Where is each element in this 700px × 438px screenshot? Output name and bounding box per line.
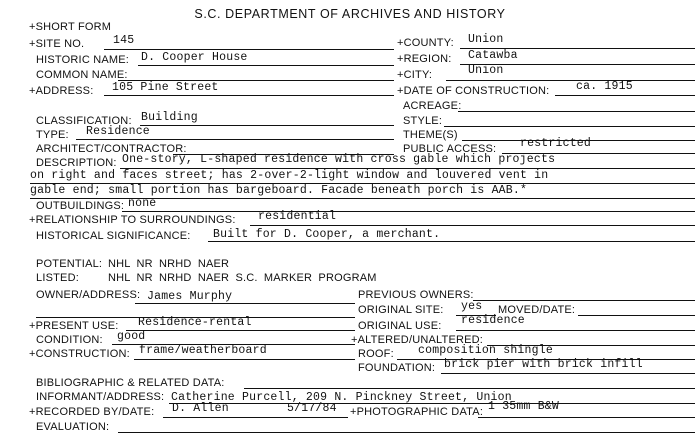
form-title: S.C. DEPARTMENT OF ARCHIVES AND HISTORY [194, 7, 506, 21]
altered-label: +ALTERED/UNALTERED: [351, 334, 484, 346]
style-line [444, 126, 695, 127]
historic-name-value: D. Cooper House [141, 51, 248, 64]
potential-options: NHL NR NRHD NAER [108, 258, 230, 270]
region-label: +REGION: [397, 53, 452, 65]
recorded-by-line [163, 417, 348, 418]
evaluation-label: EVALUATION: [36, 421, 110, 433]
common-name-label: COMMON NAME: [36, 69, 128, 81]
foundation-value: brick pier with brick infill [444, 358, 643, 371]
moved-date-label: MOVED/DATE: [498, 304, 576, 316]
site-no-label: +SITE NO. [29, 38, 85, 50]
historical-significance-line [208, 241, 695, 242]
photographic-data-value: 1 35mm B&W [488, 400, 560, 413]
classification-line [140, 125, 394, 126]
historic-name-line [138, 65, 394, 66]
county-label: +COUNTY: [397, 37, 454, 49]
present-use-line [126, 330, 355, 331]
condition-value: good [117, 330, 146, 343]
themes-label: THEME(S) [403, 129, 458, 141]
date-of-construction-line [555, 95, 695, 96]
historical-significance-value: Built for D. Cooper, a merchant. [213, 228, 441, 241]
listed-label: LISTED: [36, 272, 79, 284]
city-label: +CITY: [397, 69, 433, 81]
classification-value: Building [141, 111, 198, 124]
recorded-date-value: 5/17/84 [287, 402, 337, 415]
evaluation-line [118, 432, 695, 433]
public-access-label: PUBLIC ACCESS: [403, 143, 497, 155]
informant-line [169, 403, 695, 404]
acreage-label: ACREAGE: [403, 100, 462, 112]
original-use-label: ORIGINAL USE: [358, 320, 442, 332]
original-site-label: ORIGINAL SITE: [358, 304, 444, 316]
photographic-data-label: +PHOTOGRAPHIC DATA: [350, 406, 484, 418]
type-value: Residence [86, 125, 150, 138]
recorded-by-label: +RECORDED BY/DATE: [29, 406, 155, 418]
outbuildings-value: none [128, 197, 157, 210]
type-line [76, 139, 394, 140]
description-label: DESCRIPTION: [36, 157, 117, 169]
roof-label: ROOF: [358, 348, 394, 360]
address-value: 105 Pine Street [112, 81, 219, 94]
description-line-1: One-story, L-shaped residence with cross gable which projects [122, 153, 556, 166]
county-value: Union [468, 33, 504, 46]
construction-value: frame/weatherboard [139, 344, 267, 357]
city-line [446, 80, 695, 81]
bibliographic-line [244, 388, 695, 389]
roof-value: composition shingle [418, 344, 553, 357]
short-form-label: +SHORT FORM [29, 21, 112, 33]
construction-label: +CONSTRUCTION: [29, 348, 130, 360]
style-label: STYLE: [403, 115, 443, 127]
public-access-value: restricted [520, 137, 592, 150]
potential-label: POTENTIAL: [36, 258, 103, 270]
listed-options: NHL NR NRHD NAER S.C. MARKER PROGRAM [108, 272, 377, 284]
site-no-line [104, 49, 394, 50]
recorded-by-value: D. Allen [172, 402, 229, 415]
present-use-label: +PRESENT USE: [29, 320, 119, 332]
owner-address-label: OWNER/ADDRESS: [36, 289, 141, 301]
region-value: Catawba [468, 49, 518, 62]
date-of-construction-label: +DATE OF CONSTRUCTION: [397, 85, 550, 97]
present-use-value: Residence-rental [138, 316, 252, 329]
relationship-value: residential [258, 210, 337, 223]
site-no-value: 145 [113, 34, 135, 47]
address-label: +ADDRESS: [29, 85, 94, 97]
type-label: TYPE: [36, 129, 69, 141]
relationship-label: +RELATIONSHIP TO SURROUNDINGS: [29, 214, 236, 226]
outbuildings-line [122, 211, 695, 212]
moved-date-line [578, 315, 695, 316]
description-line-2: on right and faces street; has 2-over-2-light window and louvered vent in [30, 169, 549, 182]
photographic-data-line [478, 417, 695, 418]
acreage-line [458, 111, 695, 112]
description-line-3: gable end; small portion has bargeboard. Facade beneath porch is AAB.* [30, 184, 528, 197]
owner-address-line [135, 303, 355, 304]
architect-label: ARCHITECT/CONTRACTOR: [36, 143, 187, 155]
foundation-label: FOUNDATION: [358, 362, 436, 374]
city-value: Union [468, 64, 504, 77]
owner-address-value: James Murphy [147, 290, 233, 303]
classification-label: CLASSIFICATION: [36, 115, 132, 127]
previous-owners-line [473, 300, 695, 301]
original-site-value: yes [461, 300, 483, 313]
informant-label: INFORMANT/ADDRESS: [36, 391, 165, 403]
relationship-line [250, 225, 695, 226]
date-of-construction-value: ca. 1915 [576, 80, 633, 93]
historical-significance-label: HISTORICAL SIGNIFICANCE: [36, 230, 191, 242]
previous-owners-label: PREVIOUS OWNERS: [358, 289, 474, 301]
address-line [104, 95, 394, 96]
condition-label: CONDITION: [36, 334, 103, 346]
foundation-line [441, 373, 695, 374]
construction-line [134, 359, 355, 360]
original-use-value: residence [461, 314, 525, 327]
original-use-line [456, 330, 695, 331]
outbuildings-label: OUTBUILDINGS: [36, 200, 125, 212]
bibliographic-label: BIBLIOGRAPHIC & RELATED DATA: [36, 377, 225, 389]
historic-name-label: HISTORIC NAME: [36, 54, 130, 66]
informant-value: Catherine Purcell, 209 N. Pinckney Street, Union [171, 391, 512, 404]
